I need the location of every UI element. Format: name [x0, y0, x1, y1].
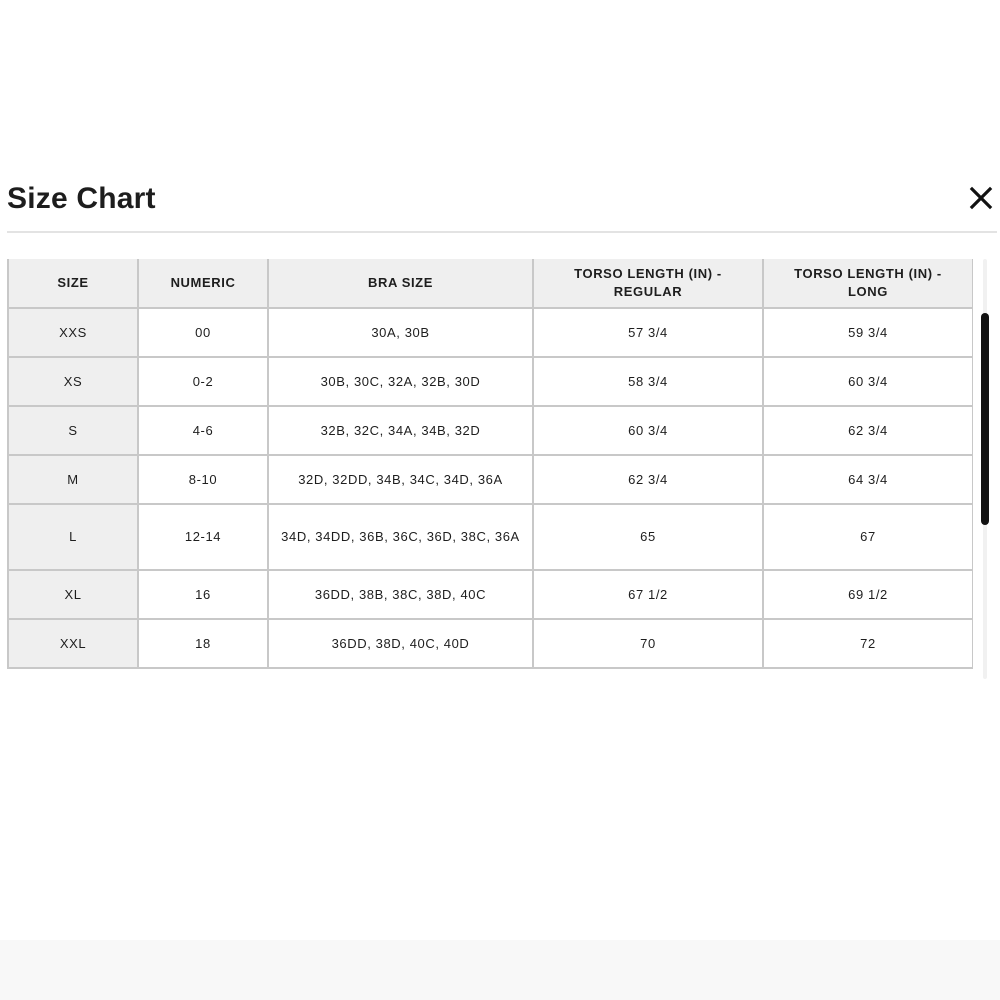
column-header-numeric: NUMERIC	[138, 259, 268, 308]
table-row	[8, 357, 973, 406]
torso-long-cell: 69 1/2	[763, 570, 973, 619]
table-row	[8, 504, 973, 570]
size-cell: XXL	[8, 619, 138, 668]
bra-size-cell: 30B, 30C, 32A, 32B, 30D	[268, 357, 533, 406]
torso-regular-cell: 58 3/4	[533, 357, 763, 406]
torso-long-cell: 72	[763, 619, 973, 668]
column-header-torso-regular: TORSO LENGTH (IN) - REGULAR	[533, 259, 763, 308]
numeric-cell: 16	[138, 570, 268, 619]
close-button[interactable]	[963, 180, 999, 216]
column-header-size: SIZE	[8, 259, 138, 308]
torso-regular-cell: 65	[533, 504, 763, 570]
numeric-cell: 12-14	[138, 504, 268, 570]
column-header-torso-long: TORSO LENGTH (IN) - LONG	[763, 259, 973, 308]
numeric-cell: 00	[138, 308, 268, 357]
bra-size-cell: 32B, 32C, 34A, 34B, 32D	[268, 406, 533, 455]
torso-long-cell: 67	[763, 504, 973, 570]
size-cell: M	[8, 455, 138, 504]
size-cell: S	[8, 406, 138, 455]
size-cell: XS	[8, 357, 138, 406]
torso-regular-cell: 62 3/4	[533, 455, 763, 504]
header-divider	[7, 231, 997, 233]
bottom-band	[0, 940, 1000, 1000]
bra-size-cell: 36DD, 38B, 38C, 38D, 40C	[268, 570, 533, 619]
modal-header	[0, 170, 1000, 232]
torso-regular-cell: 60 3/4	[533, 406, 763, 455]
numeric-cell: 4-6	[138, 406, 268, 455]
table-row	[8, 619, 973, 668]
table-header-row	[8, 259, 973, 308]
table-row	[8, 406, 973, 455]
numeric-cell: 8-10	[138, 455, 268, 504]
close-icon	[963, 180, 999, 216]
size-cell: L	[8, 504, 138, 570]
bra-size-cell: 32D, 32DD, 34B, 34C, 34D, 36A	[268, 455, 533, 504]
size-cell: XXS	[8, 308, 138, 357]
bra-size-cell: 36DD, 38D, 40C, 40D	[268, 619, 533, 668]
numeric-cell: 0-2	[138, 357, 268, 406]
size-table-viewport[interactable]	[7, 259, 973, 670]
torso-regular-cell: 67 1/2	[533, 570, 763, 619]
torso-long-cell: 64 3/4	[763, 455, 973, 504]
modal-title: Size Chart	[7, 182, 156, 215]
table-row	[8, 570, 973, 619]
bra-size-cell: 34D, 34DD, 36B, 36C, 36D, 38C, 36A	[268, 504, 533, 570]
torso-regular-cell: 70	[533, 619, 763, 668]
torso-regular-cell: 57 3/4	[533, 308, 763, 357]
torso-long-cell: 60 3/4	[763, 357, 973, 406]
column-header-bra-size: BRA SIZE	[268, 259, 533, 308]
bra-size-cell: 30A, 30B	[268, 308, 533, 357]
table-row	[8, 308, 973, 357]
size-table	[7, 259, 973, 669]
scrollbar-thumb[interactable]	[981, 313, 989, 525]
torso-long-cell: 62 3/4	[763, 406, 973, 455]
torso-long-cell: 59 3/4	[763, 308, 973, 357]
size-cell: XL	[8, 570, 138, 619]
table-row	[8, 455, 973, 504]
numeric-cell: 18	[138, 619, 268, 668]
